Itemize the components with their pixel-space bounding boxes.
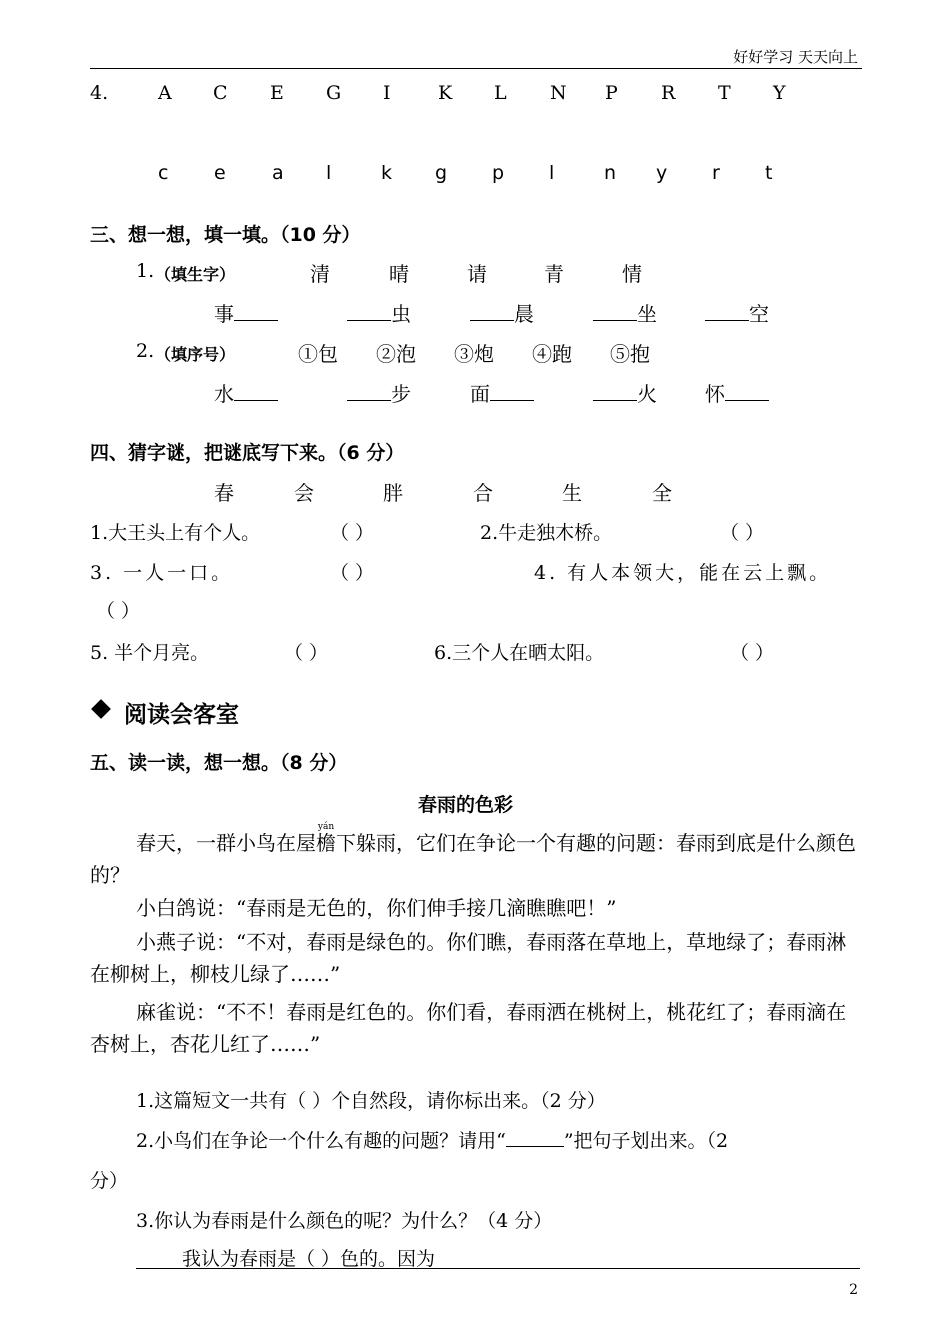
section-4-title: 四、猜字谜，把谜底写下来。（6 分） — [90, 442, 405, 464]
answer-blank[interactable] — [470, 320, 514, 321]
story-title: 春雨的色彩 — [418, 794, 514, 816]
riddle-2: 2.牛走独木桥。 — [480, 522, 613, 544]
s3-q1-char: 情 — [622, 262, 642, 286]
s3-q1-char: 晴 — [389, 262, 409, 286]
answer-blank[interactable] — [725, 400, 769, 401]
riddle-answer-char: 春 — [214, 481, 234, 505]
q4-number: 4. — [90, 82, 109, 104]
uppercase-letter: Y — [773, 82, 786, 104]
lowercase-letter: e — [214, 162, 226, 184]
s3-q2-blank-item[interactable] — [593, 378, 657, 407]
s3-q1-blank-item[interactable] — [705, 298, 769, 327]
riddle-answer-char: 全 — [652, 481, 672, 505]
reading-q2-text-b: ”把句子划出来。（2 — [563, 1130, 729, 1152]
s3-q2-option: ⑤抱 — [610, 342, 650, 366]
blank-char: 虫 — [391, 302, 411, 326]
ruby-char — [316, 822, 336, 855]
answer-blank[interactable] — [593, 400, 637, 401]
lowercase-letter: n — [604, 162, 617, 184]
blank-char: 空 — [749, 302, 769, 326]
answer-blank[interactable] — [593, 320, 637, 321]
header-divider — [90, 68, 862, 69]
lowercase-letter: k — [381, 162, 393, 184]
s3-q2-option: ③炮 — [454, 342, 494, 366]
s3-q2-blank-item[interactable] — [214, 378, 278, 407]
uppercase-letter: C — [213, 82, 228, 104]
uppercase-letter: P — [605, 82, 618, 104]
s3-q1-hint: （填生字） — [155, 265, 236, 284]
lowercase-letter: l — [326, 162, 332, 184]
lowercase-letter: t — [765, 162, 773, 184]
s3-q1-blank-item[interactable] — [347, 298, 411, 327]
riddle-1-answer[interactable]: （ ） — [330, 522, 375, 544]
diamond-icon — [91, 699, 111, 719]
ruby-base: 檐 — [316, 831, 336, 855]
underline-sample — [506, 1146, 564, 1147]
riddle-answer-char: 会 — [294, 481, 314, 505]
blank-char: 火 — [637, 382, 657, 406]
blank-char: 面 — [470, 382, 490, 406]
s3-q2-hint: （填序号） — [155, 345, 236, 364]
answer-blank[interactable] — [234, 320, 278, 321]
blank-char: 坐 — [637, 302, 657, 326]
riddle-2-answer[interactable]: （ ） — [720, 522, 765, 544]
answer-blank[interactable] — [347, 320, 391, 321]
s3-q2-blank-item[interactable] — [705, 378, 769, 407]
riddle-answer-char: 生 — [562, 481, 582, 505]
section-3-title: 三、想一想，填一填。（10 分） — [90, 224, 361, 246]
s3-q1-char: 青 — [544, 262, 564, 286]
uppercase-letter: N — [550, 82, 567, 104]
header-text: 好好学习 天天向上 — [733, 48, 858, 66]
riddle-6: 6.三个人在晒太阳。 — [434, 642, 605, 664]
lowercase-letter: r — [712, 162, 720, 184]
story-paragraph-1 — [90, 822, 862, 891]
s3-q1-blank-item[interactable] — [593, 298, 657, 327]
blank-char: 水 — [214, 382, 234, 406]
lowercase-letter: a — [272, 162, 284, 184]
lowercase-letter: y — [656, 162, 668, 184]
story-paragraph-2: 小白鸽说：“春雨是无色的，你们伸手接几滴瞧瞧吧！” — [136, 896, 617, 920]
riddle-4: 4. 有人本领大，能在云上飘。 — [534, 562, 832, 584]
riddle-4-answer[interactable]: （ ） — [96, 600, 141, 622]
story-paragraph-4: 麻雀说：“不不！春雨是红色的。你们看，春雨洒在桃树上，桃花红了；春雨滴在杏树上，杏花儿红了……” — [90, 1000, 847, 1056]
riddle-3-answer[interactable]: （ ） — [330, 562, 375, 584]
riddle-answer-char: 合 — [473, 481, 493, 505]
lowercase-letter: l — [549, 162, 555, 184]
s3-q1-blank-item[interactable] — [470, 298, 534, 327]
s3-q2-option: ①包 — [298, 342, 338, 366]
story-paragraph-3: 小燕子说：“不对，春雨是绿色的。你们瞧，春雨落在草地上，草地绿了；春雨淋在柳树上，柳枝儿绿了……” — [90, 930, 847, 986]
reading-q1: 1.这篇短文一共有（ ）个自然段，请你标出来。（2 分） — [136, 1090, 606, 1112]
riddle-1: 1.大王头上有个人。 — [90, 522, 261, 544]
answer-blank[interactable] — [234, 400, 278, 401]
s3-q2-blank-item[interactable] — [470, 378, 534, 407]
uppercase-letter: T — [718, 82, 731, 104]
lowercase-letter: g — [435, 162, 448, 184]
page-number: 2 — [849, 1282, 858, 1298]
p1-text-b: 下躲雨，它们在争论一个有趣的问题：春雨到底是什么颜色的？ — [90, 831, 856, 887]
s3-q2-option: ④跑 — [532, 342, 572, 366]
riddle-6-answer[interactable]: （ ） — [730, 642, 775, 664]
uppercase-letter: K — [438, 82, 453, 104]
riddle-answer-char: 胖 — [383, 481, 403, 505]
lowercase-letter: c — [158, 162, 169, 184]
s3-q2-option: ②泡 — [376, 342, 416, 366]
reading-q3: 3.你认为春雨是什么颜色的呢？为什么？（4 分） — [136, 1210, 553, 1232]
reading-q2-text-a: 2.小鸟们在争论一个什么有趣的问题？请用“ — [136, 1130, 506, 1152]
reading-banner: 阅读会客室 — [124, 702, 239, 728]
answer-line-text: 我认为春雨是（ ）色的。因为 — [182, 1248, 436, 1270]
blank-char: 事 — [214, 302, 234, 326]
blank-char: 晨 — [514, 302, 534, 326]
uppercase-letter: E — [270, 82, 284, 104]
answer-line[interactable] — [136, 1268, 860, 1269]
uppercase-letter: G — [326, 82, 342, 104]
uppercase-letter: L — [494, 82, 507, 104]
s3-q1-label: 1. — [136, 260, 155, 282]
riddle-3: 3. 一人一口。 — [90, 562, 234, 584]
s3-q2-label: 2. — [136, 340, 155, 362]
riddle-5-answer[interactable]: （ ） — [284, 642, 329, 664]
p1-text-a: 春天，一群小鸟在屋 — [136, 831, 316, 855]
reading-q2 — [136, 1126, 728, 1153]
s3-q1-blank-item[interactable] — [214, 298, 278, 327]
s3-q2-blank-item[interactable] — [347, 378, 411, 407]
answer-blank[interactable] — [490, 400, 534, 401]
blank-char: 怀 — [705, 382, 725, 406]
ruby-pinyin: yán — [316, 822, 336, 832]
s3-q1-char: 清 — [310, 262, 330, 286]
answer-blank[interactable] — [705, 320, 749, 321]
riddle-5: 5. 半个月亮。 — [90, 642, 210, 664]
uppercase-letter: A — [158, 82, 172, 104]
s3-q1-char: 请 — [467, 262, 487, 286]
reading-q2-cont: 分） — [90, 1170, 129, 1192]
answer-blank[interactable] — [347, 400, 391, 401]
uppercase-letter: I — [383, 82, 391, 104]
lowercase-letter: p — [492, 162, 505, 184]
section-5-title: 五、读一读，想一想。（8 分） — [90, 752, 348, 774]
uppercase-letter: R — [661, 82, 676, 104]
blank-char: 步 — [391, 382, 411, 406]
